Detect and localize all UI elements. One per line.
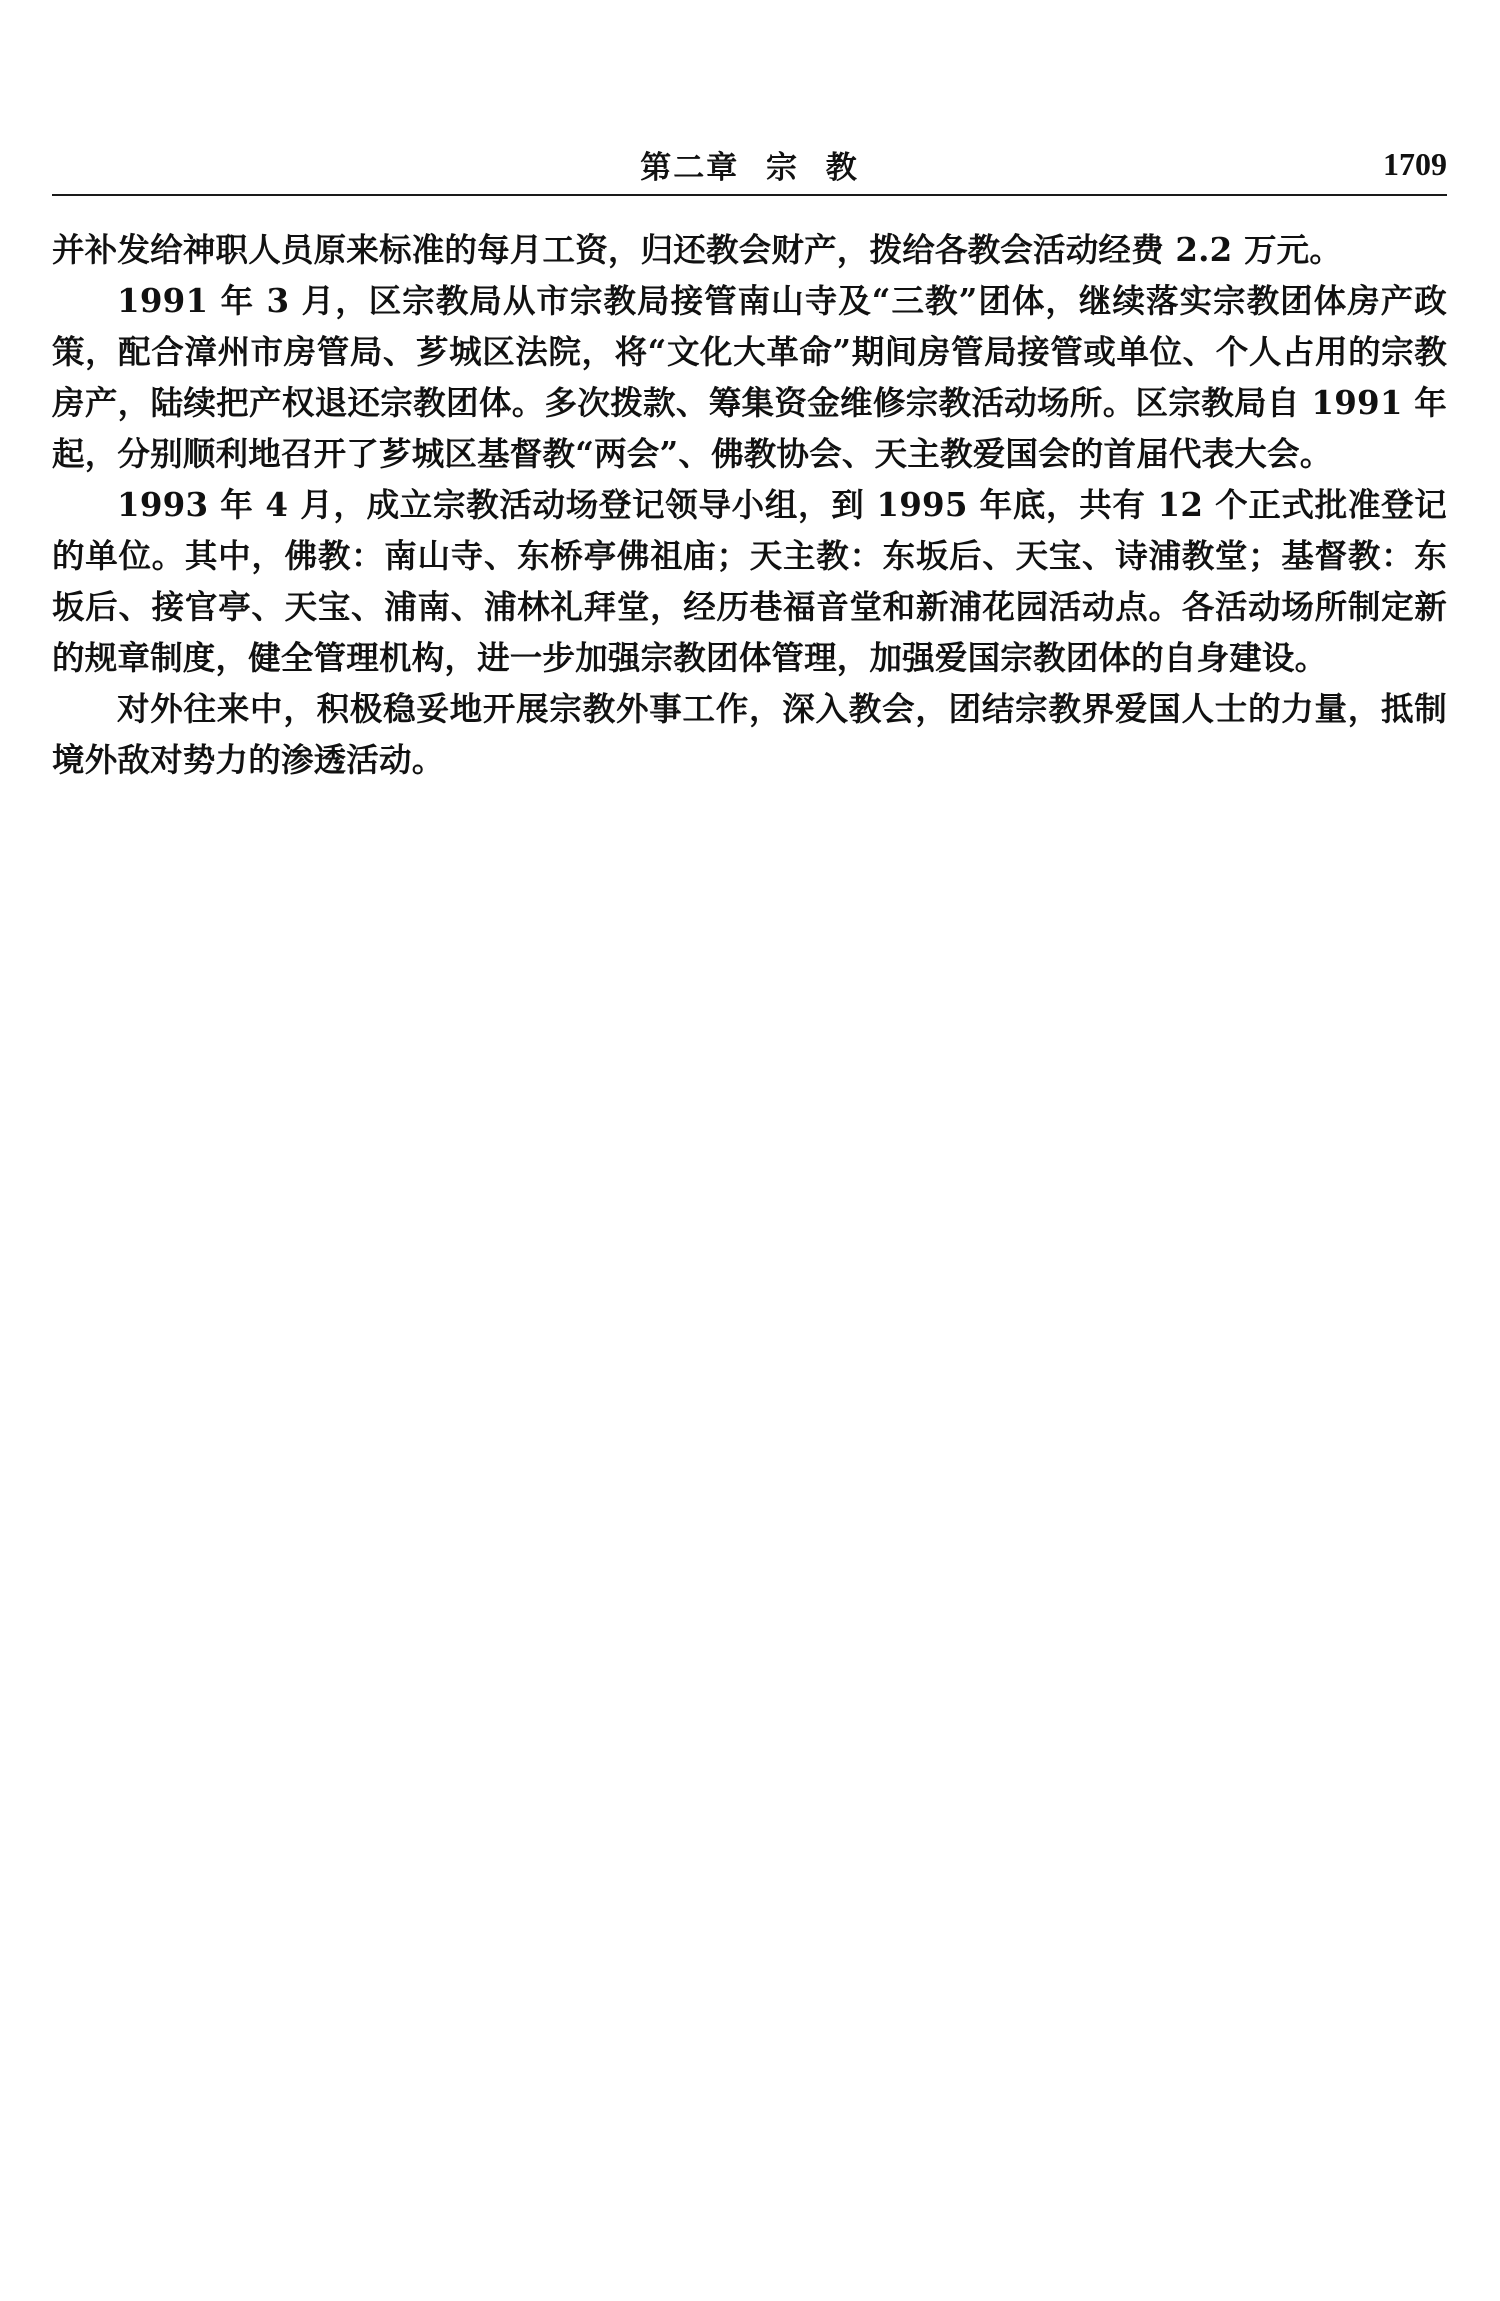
page-header (52, 128, 1447, 196)
paragraph-1993-registration: 1993 年 4 月，成立宗教活动场登记领导小组，到 1995 年底，共有 12 个正式批准登记的单位。其中，佛教：南山寺、东桥亭佛祖庙；天主教：东坂后、天宝、诗浦教堂；基督教：东坂后、接官亭、天宝、浦南、浦林礼拜堂，经历巷福音堂和新浦花园活动点。各活动场所制定新的规章制度，健全管理机构，进一步加强宗教团体管理，加强爱国宗教团体的自身建设。 (52, 485, 1447, 677)
paragraph-continuation: 并补发给神职人员原来标准的每月工资，归还教会财产，拨给各教会活动经费 2.2 万元。 (52, 230, 1343, 269)
paragraph-foreign-affairs: 对外往来中，积极稳妥地开展宗教外事工作，深入教会，团结宗教界爱国人士的力量，抵制境外敌对势力的渗透活动。 (52, 689, 1447, 779)
page-number: 1709 (1383, 146, 1447, 182)
chapter-title: 第二章 宗 教 (640, 150, 859, 186)
body-text (52, 224, 1447, 785)
paragraph-1991-property: 1991 年 3 月，区宗教局从市宗教局接管南山寺及“三教”团体，继续落实宗教团体房产政策，配合漳州市房管局、芗城区法院，将“文化大革命”期间房管局接管或单位、个人占用的宗教房产，陆续把产权退还宗教团体。多次拨款、筹集资金维修宗教活动场所。区宗教局自 1991 年起，分别顺利地召开了芗城区基督教“两会”、佛教协会、天主教爱国会的首届代表大会。 (52, 281, 1447, 473)
